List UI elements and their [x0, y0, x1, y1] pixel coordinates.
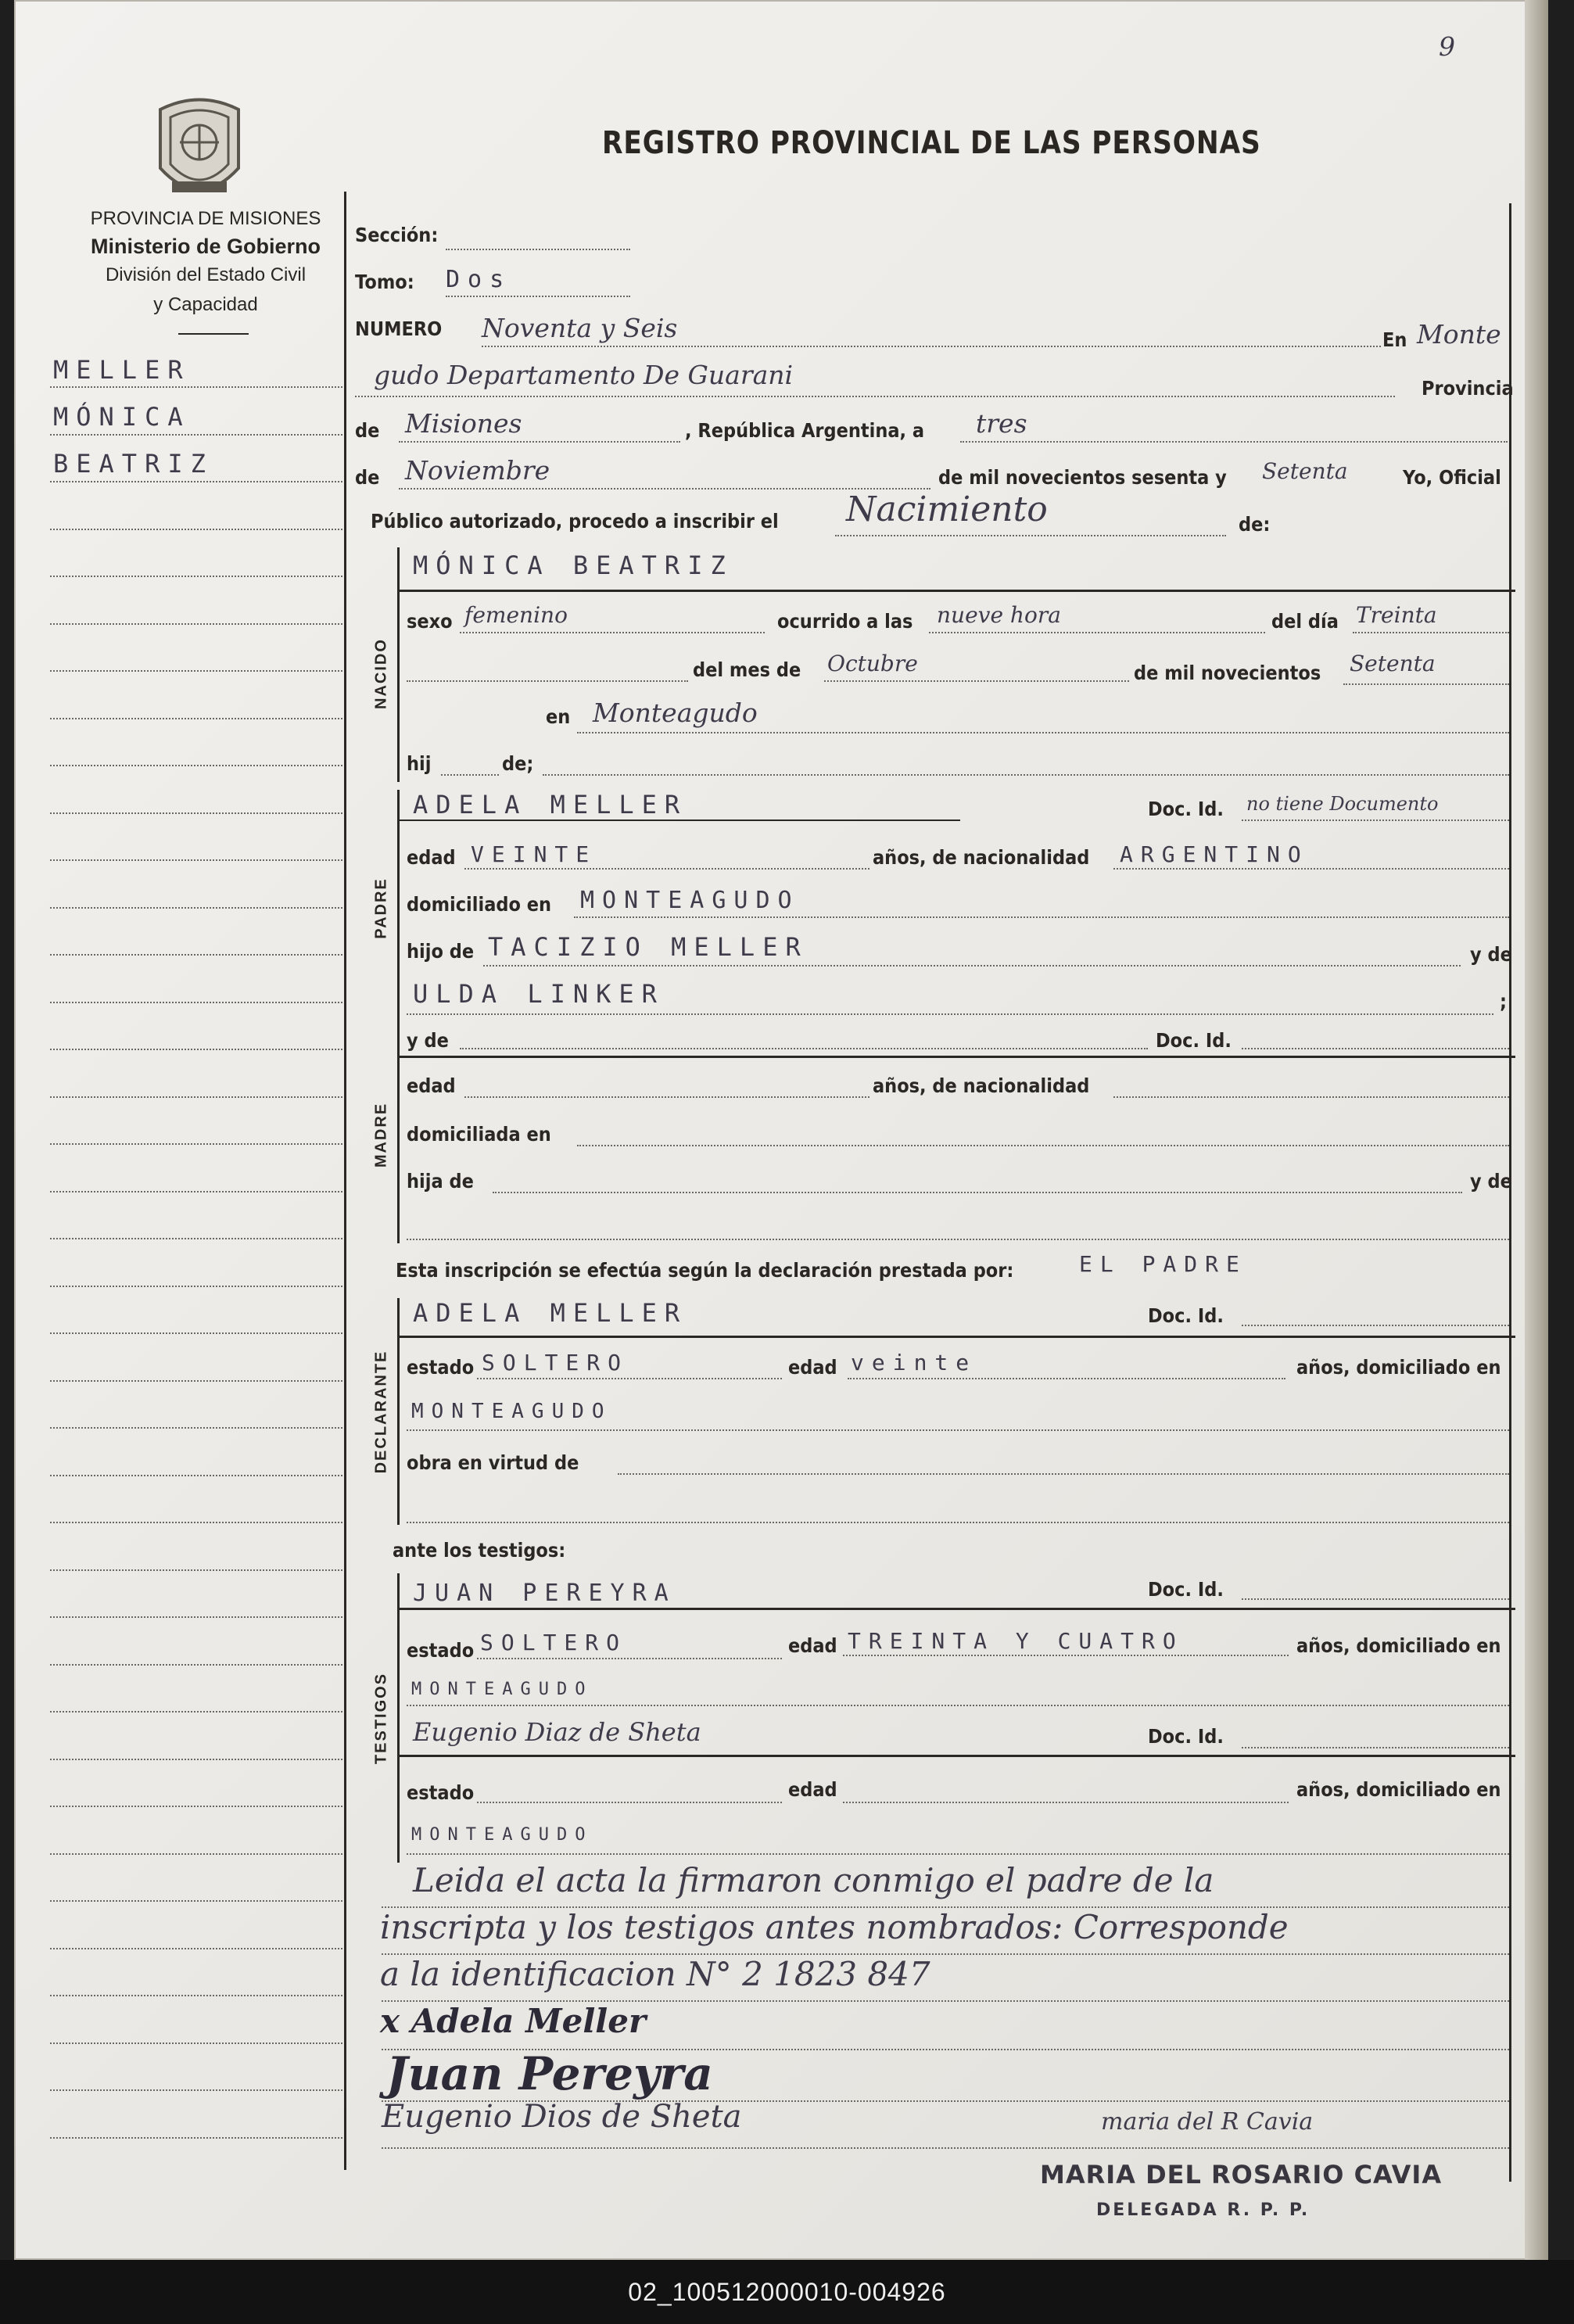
margin-ruled-line	[50, 1143, 342, 1145]
margin-ruled-line	[50, 481, 342, 482]
testigo2-estado-label: estado	[407, 1781, 475, 1804]
page-number: 9	[1439, 31, 1455, 62]
margin-surname: MELLER	[53, 355, 191, 385]
lugar-value: Monteagudo	[593, 698, 758, 728]
mes-label: del mes de	[693, 658, 801, 681]
padre-madre-value: ULDA LINKER	[413, 979, 665, 1009]
note-line3: a la identificacion N° 2 1823 847	[380, 1955, 930, 1993]
margin-ruled-line	[50, 623, 342, 625]
nacido-side-label: NACIDO	[372, 638, 390, 709]
madre-edad-label: edad	[407, 1074, 456, 1097]
padre-dom-value: MONTEAGUDO	[580, 887, 800, 914]
declarante-estado-value: SOLTERO	[482, 1350, 629, 1375]
en-label: En	[1382, 328, 1407, 351]
testigo1-nombre: JUAN PEREYRA	[413, 1580, 676, 1607]
numero-label: NUMERO	[355, 317, 443, 340]
nacido-nombre: MÓNICA BEATRIZ	[413, 551, 733, 580]
margin-ruled-line	[50, 1711, 342, 1713]
right-border	[1509, 203, 1511, 2182]
ocurrido-label: ocurrido a las	[777, 610, 913, 633]
margin-ruled-line	[50, 907, 342, 909]
location-line: gudo Departamento De Guarani	[374, 360, 794, 390]
madre-side-label: MADRE	[372, 1102, 390, 1168]
tomo-value: Dos	[446, 266, 512, 293]
testigo2-doc-label: Doc. Id.	[1148, 1725, 1224, 1748]
register-page	[14, 0, 1548, 2260]
acto-value: Nacimiento	[846, 490, 1048, 529]
sexo-value: femenino	[464, 602, 568, 628]
declarante-side-label: DECLARANTE	[372, 1350, 390, 1474]
seccion-label: Sección:	[355, 224, 439, 246]
margin-ruled-line	[50, 1995, 342, 1996]
margin-ruled-line	[50, 529, 342, 530]
padre-semicolon: ;	[1500, 990, 1507, 1013]
testigo1-dom-label: años, domiciliado en	[1296, 1634, 1501, 1657]
note-line2: inscripta y los testigos antes nombrados: Corresponde	[380, 1908, 1289, 1946]
declaracion-label: Esta inscripción se efectúa según la declaración prestada por:	[396, 1259, 1014, 1282]
margin-ruled-line	[50, 718, 342, 719]
margin-ruled-line	[50, 1569, 342, 1571]
mil-nac-label: de mil novecientos	[1134, 662, 1321, 684]
margin-name1: MÓNICA	[53, 402, 191, 432]
padre-hijo-label: hijo de	[407, 940, 475, 963]
margin-ruled-line	[50, 2042, 342, 2044]
testigo1-estado-label: estado	[407, 1639, 475, 1662]
page-title: REGISTRO PROVINCIAL DE LAS PERSONAS	[602, 125, 1261, 161]
margin-ruled-line	[50, 1806, 342, 1807]
testigo2-dom-label: años, domiciliado en	[1296, 1778, 1501, 1801]
hij-label: hij	[407, 752, 432, 775]
testigo2-edad-label: edad	[788, 1778, 837, 1801]
margin-ruled-line	[50, 1096, 342, 1098]
provincia-label: Provincia	[1422, 377, 1514, 400]
padre-side-label: PADRE	[372, 877, 390, 939]
testigo2-dom-value: MONTEAGUDO	[411, 1825, 593, 1845]
madre-nac-label: años, de nacionalidad	[873, 1074, 1090, 1097]
padre-hijo-value: TACIZIO MELLER	[488, 932, 809, 962]
mes-value: Noviembre	[405, 455, 550, 486]
de-semicolon: de;	[502, 752, 534, 775]
margin-ruled-line	[50, 576, 342, 577]
provincial-seal-icon	[149, 94, 250, 203]
header-capacidad: y Capacidad	[153, 294, 258, 315]
padre-dom-label: domiciliado en	[407, 893, 552, 916]
margin-ruled-line	[50, 1286, 342, 1287]
header-division: División del Estado Civil	[105, 264, 307, 285]
margin-ruled-line	[50, 1332, 342, 1334]
margin-ruled-line	[50, 1427, 342, 1429]
margin-ruled-line	[50, 1002, 342, 1003]
madre-y-de2: y de	[1470, 1170, 1512, 1192]
margin-ruled-line	[50, 1380, 342, 1382]
hora-value: nueve hora	[937, 602, 1061, 628]
margin-ruled-line	[50, 1191, 342, 1192]
padre-edad-value: VEINTE	[471, 841, 597, 867]
declarante-obra-label: obra en virtud de	[407, 1451, 579, 1474]
signature-testigo1: Juan Pereyra	[386, 2047, 713, 2100]
oficial-label: Yo, Oficial	[1403, 466, 1501, 489]
declarante-edad-label: edad	[788, 1356, 837, 1379]
testigo2-nombre: Eugenio Diaz de Sheta	[413, 1717, 701, 1747]
margin-name2: BEATRIZ	[53, 449, 213, 479]
book-spine	[1525, 0, 1548, 2260]
margin-ruled-line	[50, 1900, 342, 1902]
official-stamp-name: MARIA DEL ROSARIO CAVIA	[1040, 2160, 1443, 2190]
de-label-2: de	[355, 466, 380, 489]
en-nac-label: en	[546, 705, 571, 728]
sexo-label: sexo	[407, 610, 453, 633]
mes-nac-value: Octubre	[827, 651, 918, 676]
testigo1-edad-label: edad	[788, 1634, 837, 1657]
margin-ruled-line	[50, 2137, 342, 2139]
margin-ruled-line	[50, 765, 342, 766]
declarante-dom-value: MONTEAGUDO	[411, 1400, 612, 1423]
en-value: Monte	[1417, 319, 1501, 350]
margin-ruled-line	[50, 812, 342, 814]
declaracion-value: EL PADRE	[1079, 1251, 1247, 1277]
dia-value: tres	[976, 408, 1027, 439]
declarante-edad-value: veinte	[851, 1350, 977, 1375]
header-ministry: Ministerio de Gobierno	[90, 235, 321, 258]
declarante-estado-label: estado	[407, 1356, 475, 1379]
margin-ruled-line	[50, 1759, 342, 1760]
republica-label: , República Argentina, a	[685, 419, 925, 442]
dia-label: del día	[1271, 610, 1339, 633]
margin-ruled-line	[50, 2089, 342, 2091]
header-province: PROVINCIA DE MISIONES	[90, 208, 321, 229]
publico-label: Público autorizado, procedo a inscribir el	[371, 510, 779, 533]
margin-ruled-line	[50, 859, 342, 861]
signature-testigo2: Eugenio Dios de Sheta	[382, 2099, 742, 2135]
madre-hija-label: hija de	[407, 1170, 474, 1192]
testigo1-estado-value: SOLTERO	[480, 1630, 628, 1655]
testigo1-dom-value: MONTEAGUDO	[411, 1680, 593, 1699]
mil-label: de mil novecientos sesenta y	[938, 466, 1227, 489]
padre-nac-label: años, de nacionalidad	[873, 846, 1090, 869]
anio-value: Setenta	[1262, 458, 1348, 484]
margin-ruled-line	[50, 434, 342, 436]
margin-ruled-line	[50, 954, 342, 956]
padre-doc-label: Doc. Id.	[1148, 798, 1224, 820]
official-stamp-role: DELEGADA R. P. P.	[1096, 2200, 1310, 2220]
note-line1: Leida el acta la firmaron conmigo el padre de la	[413, 1861, 1214, 1899]
margin-ruled-line	[50, 1238, 342, 1239]
dia-nac-value: Treinta	[1356, 602, 1437, 628]
padre-doc-value: no tiene Documento	[1246, 793, 1439, 815]
testigos-side-label: TESTIGOS	[372, 1672, 390, 1765]
provincia-value: Misiones	[405, 408, 522, 439]
anio-nac-value: Setenta	[1350, 651, 1436, 676]
testigos-label: ante los testigos:	[393, 1539, 566, 1562]
padre-edad-label: edad	[407, 846, 456, 869]
signature-declarante: x Adela Meller	[380, 2002, 647, 2040]
margin-ruled-line	[50, 1522, 342, 1523]
margin-ruled-line	[50, 1948, 342, 1949]
de-label: de	[355, 419, 380, 442]
image-caption: 02_100512000010-004926	[0, 2260, 1574, 2324]
margin-ruled-line	[50, 1475, 342, 1476]
left-border	[344, 192, 346, 2170]
margin-ruled-line	[50, 1616, 342, 1618]
madre-doc-label: Doc. Id.	[1156, 1029, 1232, 1052]
margin-ruled-line	[50, 1853, 342, 1855]
margin-ruled-line	[50, 670, 342, 672]
tomo-label: Tomo:	[355, 271, 414, 293]
numero-value: Noventa y Seis	[482, 313, 678, 343]
declarante-nombre: ADELA MELLER	[413, 1298, 688, 1328]
declarante-dom-label: años, domiciliado en	[1296, 1356, 1501, 1379]
header-rule	[178, 333, 249, 335]
padre-nombre: ADELA MELLER	[413, 790, 688, 819]
margin-ruled-line	[50, 386, 342, 388]
signature-oficial: maria del R Cavia	[1101, 2108, 1314, 2136]
declarante-doc-label: Doc. Id.	[1148, 1304, 1224, 1327]
madre-y-de: y de	[407, 1029, 449, 1052]
de-colon: de:	[1239, 513, 1271, 536]
testigo1-edad-value: TREINTA Y CUATRO	[848, 1628, 1184, 1654]
madre-dom-label: domiciliada en	[407, 1123, 551, 1146]
padre-y-de: y de	[1470, 943, 1512, 966]
padre-nac-value: ARGENTINO	[1120, 841, 1309, 867]
margin-ruled-line	[50, 1664, 342, 1666]
testigo1-doc-label: Doc. Id.	[1148, 1578, 1224, 1601]
margin-ruled-line	[50, 1049, 342, 1050]
